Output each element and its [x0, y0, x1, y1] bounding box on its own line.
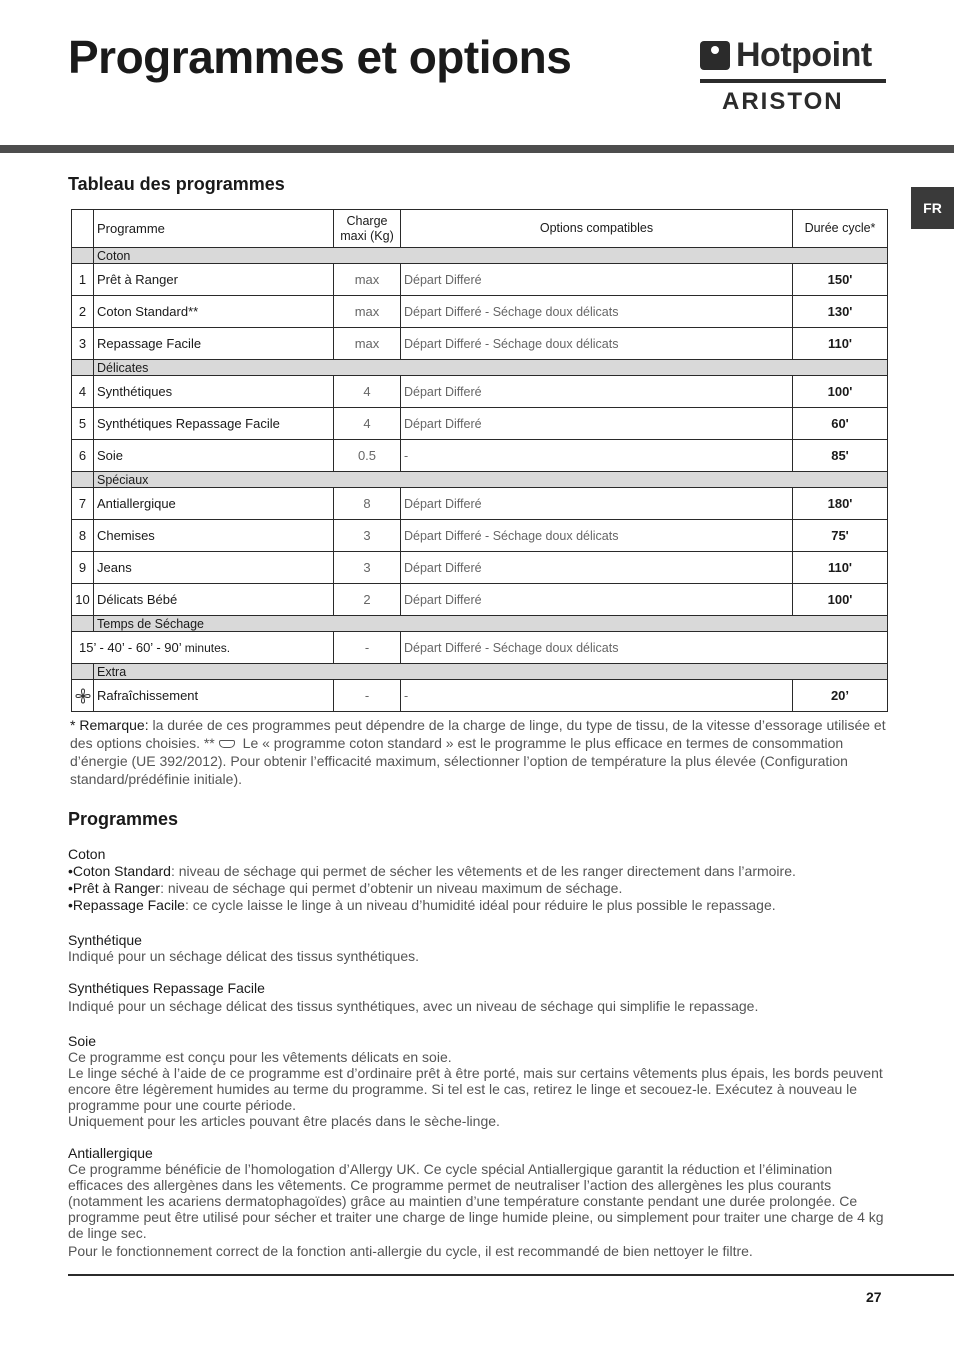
- item-text: : niveau de séchage qui permet d’obtenir un niveau maximum de séchage.: [160, 880, 623, 896]
- group-label: Spéciaux: [94, 472, 888, 488]
- row-duration: 110': [793, 328, 888, 360]
- note-text-2: Le « programme coton standard » est le programme le plus efficace en termes de consommation d’énergie (UE 392/2012). Pour obtenir l’efficacité maximum, sélectionner l’option de température la plus élevée (Configuration standard/prédéfinie initiale).: [70, 735, 848, 787]
- row-options: Départ Differé: [401, 552, 793, 584]
- programmes-heading: Programmes: [68, 809, 179, 829]
- row-options: Départ Differé: [401, 264, 793, 296]
- row-programme: Prêt à Ranger: [94, 264, 334, 296]
- row-options: Départ Differé - Séchage doux délicats: [401, 632, 888, 664]
- row-programme: Rafraîchissement: [94, 680, 334, 712]
- table-group-row: [72, 664, 888, 680]
- row-number: 3: [72, 328, 94, 360]
- row-programme: Jeans: [94, 552, 334, 584]
- row-options: Départ Differé - Séchage doux délicats: [401, 520, 793, 552]
- row-number: 2: [72, 296, 94, 328]
- table-row: [72, 440, 888, 472]
- row-number: 1: [72, 264, 94, 296]
- section-text: Pour le fonctionnement correct de la fonction anti-allergie du cycle, il est recommandé de bien nettoyer le filtre.: [68, 1243, 753, 1259]
- header-options: Options compatibles: [401, 210, 793, 248]
- table-row: [72, 552, 888, 584]
- row-duration: 150': [793, 264, 888, 296]
- row-number: 7: [72, 488, 94, 520]
- item-key: •Prêt à Ranger: [68, 880, 161, 896]
- group-num-cell: [72, 248, 94, 264]
- row-programme: Repassage Facile: [94, 328, 334, 360]
- item-text: : niveau de séchage qui permet de sécher les vêtements et de les ranger directement dans l’armoire.: [170, 863, 796, 879]
- row-programme: Soie: [94, 440, 334, 472]
- row-charge: 3: [334, 552, 401, 584]
- standard-cotton-icon: [219, 740, 235, 748]
- row-number: 4: [72, 376, 94, 408]
- row-options: -: [401, 680, 793, 712]
- row-charge: 0.5: [334, 440, 401, 472]
- brand-logo: [700, 38, 886, 118]
- group-num-cell: [72, 664, 94, 680]
- header-duration: Durée cycle*: [793, 210, 888, 248]
- section-text: Le linge séché à l’aide de ce programme est d’ordinaire prêt à être porté, mais sur certains vêtements plus épais, les bords peuvent encore être légèrement humides au terme du programme. Si tel est le cas, retirez le linge et secouez-le. Exécutez à nouveau le programme pour une courte période.: [68, 1065, 883, 1113]
- list-item: [68, 863, 890, 879]
- row-duration: 110': [793, 552, 888, 584]
- group-label: Extra: [94, 664, 888, 680]
- row-charge: 8: [334, 488, 401, 520]
- header-programme: Programme: [94, 210, 334, 248]
- table-header-row: [72, 210, 888, 248]
- row-number: 10: [72, 584, 94, 616]
- section-text: Ce programme est conçu pour les vêtements délicats en soie.: [68, 1049, 452, 1065]
- section-coton: [68, 846, 890, 913]
- row-duration: 100': [793, 584, 888, 616]
- row-duration: 20’: [793, 680, 888, 712]
- timed-programme-name: 15’ - 40’ - 60’ - 90’: [79, 640, 182, 655]
- timed-programme-unit: minutes.: [184, 641, 231, 655]
- table-row: [72, 296, 888, 328]
- footer-divider: [68, 1274, 954, 1276]
- row-duration: 85': [793, 440, 888, 472]
- section-title: Synthétiques Repassage Facile: [68, 980, 265, 996]
- row-number: 9: [72, 552, 94, 584]
- group-label: Temps de Séchage: [94, 616, 888, 632]
- row-options: Départ Differé - Séchage doux délicats: [401, 296, 793, 328]
- note-label: * Remarque:: [70, 717, 149, 733]
- table-row: [72, 680, 888, 712]
- row-icon-cell: [72, 680, 94, 712]
- table-group-row: [72, 472, 888, 488]
- item-key: •Repassage Facile: [68, 897, 185, 913]
- row-duration: 130': [793, 296, 888, 328]
- item-text: : ce cycle laisse le linge à un niveau d’humidité idéal pour réduire le plus possible le repassage.: [184, 897, 776, 913]
- section-title: Antiallergique: [68, 1145, 153, 1161]
- row-duration: 60': [793, 408, 888, 440]
- section-antiallergique: [68, 1145, 890, 1259]
- table-row: [72, 408, 888, 440]
- fan-icon: [75, 688, 91, 704]
- header-charge: Charge maxi (Kg): [334, 210, 401, 248]
- note-text-1: la durée de ces programmes peut dépendre de la charge de linge, du type de tissu, de la vitesse d’essorage utilisée et des options choisies. **: [70, 717, 886, 751]
- header-divider-bar: [0, 145, 954, 153]
- section-title: Coton: [68, 846, 106, 862]
- row-programme: Antiallergique: [94, 488, 334, 520]
- row-charge: 2: [334, 584, 401, 616]
- section-text: Indiqué pour un séchage délicat des tissus synthétiques.: [68, 948, 420, 964]
- row-options: Départ Differé: [401, 584, 793, 616]
- page-number: 27: [866, 1289, 882, 1305]
- row-charge: max: [334, 296, 401, 328]
- section-title: Synthétique: [68, 932, 142, 948]
- table-note: [70, 716, 890, 788]
- table-row: [72, 376, 888, 408]
- table-row: [72, 488, 888, 520]
- row-charge: max: [334, 328, 401, 360]
- row-charge: -: [334, 632, 401, 664]
- row-duration: 75': [793, 520, 888, 552]
- row-duration: 100': [793, 376, 888, 408]
- row-number: 5: [72, 408, 94, 440]
- table-row: [72, 584, 888, 616]
- group-num-cell: [72, 616, 94, 632]
- row-programme: Synthétiques: [94, 376, 334, 408]
- table-group-row: [72, 616, 888, 632]
- row-duration: 180': [793, 488, 888, 520]
- list-item: [68, 880, 890, 896]
- table-row: [72, 264, 888, 296]
- row-options: -: [401, 440, 793, 472]
- section-text: Ce programme bénéficie de l’homologation d’Allergy UK. Ce cycle spécial Antiallergique garantit la réduction et l’élimination efficaces des allergènes dans les vêtements. Ce programme permet de neutraliser l’action des allergènes les plus courants (notamment les acariens dermatophagoïdes) grâce au maintien d’une température constante pendant une durée prolongée. Ce programme peut être utilisé pour sécher et traiter une charge de linge humide pleine, ou simplement pour traiter une charge de 4 kg de linge sec.: [68, 1161, 884, 1241]
- programmes-table: [71, 209, 888, 712]
- table-row: [72, 520, 888, 552]
- row-charge: 4: [334, 408, 401, 440]
- brand-name-bottom: ARISTON: [722, 88, 844, 115]
- section-title: Soie: [68, 1033, 97, 1049]
- brand-name-top: Hotpoint: [736, 36, 872, 74]
- row-options: Départ Differé: [401, 408, 793, 440]
- table-group-row: [72, 248, 888, 264]
- group-label: Délicates: [94, 360, 888, 376]
- group-label: Coton: [94, 248, 888, 264]
- table-group-row: [72, 360, 888, 376]
- brand-mark-icon: [700, 41, 730, 70]
- row-options: Départ Differé: [401, 376, 793, 408]
- row-charge: max: [334, 264, 401, 296]
- row-options: Départ Differé - Séchage doux délicats: [401, 328, 793, 360]
- row-programme: Délicats Bébé: [94, 584, 334, 616]
- table-heading: Tableau des programmes: [68, 174, 285, 194]
- table-row: [72, 632, 888, 664]
- row-options: Départ Differé: [401, 488, 793, 520]
- section-text: Indiqué pour un séchage délicat des tissus synthétiques, avec un niveau de séchage qui simplifie le repassage.: [68, 998, 759, 1014]
- row-number: 8: [72, 520, 94, 552]
- item-key: •Coton Standard: [68, 863, 171, 879]
- row-programme: Synthétiques Repassage Facile: [94, 408, 334, 440]
- section-synthetique: [68, 932, 890, 964]
- group-num-cell: [72, 360, 94, 376]
- list-item: [68, 897, 890, 913]
- row-charge: 3: [334, 520, 401, 552]
- section-synth-repassage: [68, 980, 890, 1014]
- section-text: Uniquement pour les articles pouvant être placés dans le sèche-linge.: [68, 1113, 500, 1129]
- brand-divider: [700, 79, 886, 83]
- header-num-cell: [72, 210, 94, 248]
- row-charge: 4: [334, 376, 401, 408]
- page-title: Programmes et options: [68, 31, 572, 83]
- section-soie: [68, 1033, 890, 1129]
- group-num-cell: [72, 472, 94, 488]
- table-row: [72, 328, 888, 360]
- row-programme: Chemises: [94, 520, 334, 552]
- row-number: 6: [72, 440, 94, 472]
- language-tab: FR: [911, 187, 954, 229]
- timed-programme-cell: [72, 632, 334, 664]
- row-programme: Coton Standard**: [94, 296, 334, 328]
- row-charge: -: [334, 680, 401, 712]
